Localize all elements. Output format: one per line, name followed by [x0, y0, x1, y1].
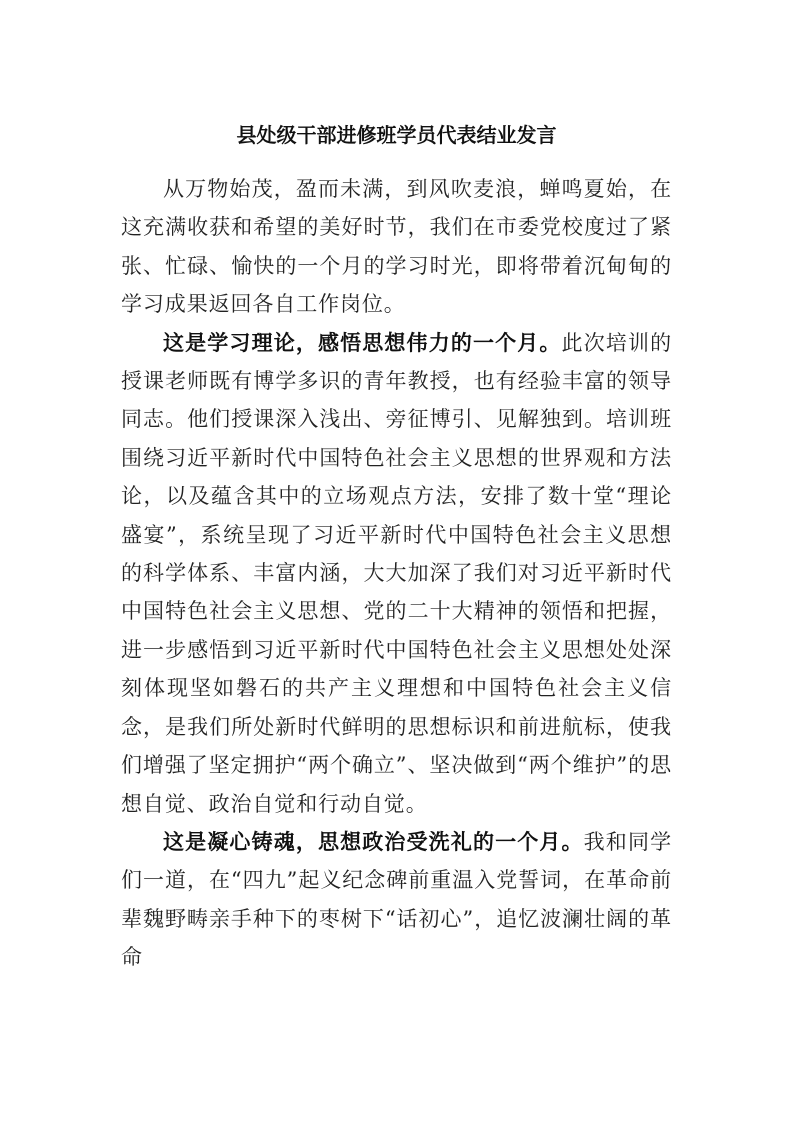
paragraph-soul-lead: 这是凝心铸魂，思想政治受洗礼的一个月。 [163, 828, 584, 854]
paragraph-theory [121, 324, 672, 823]
paragraph-intro [121, 170, 672, 324]
paragraph-soul [121, 823, 672, 977]
paragraph-soul-text: 我和同学们一道，在“四九”起义纪念碑前重温入党誓词，在革命前辈魏野畴亲手种下的枣树下“话初心”，追忆波澜壮阔的革命 [121, 829, 672, 970]
paragraph-theory-lead: 这是学习理论，感悟思想伟力的一个月。 [163, 329, 562, 355]
document-body [121, 170, 672, 977]
paragraph-intro-text: 从万物始茂，盈而未满，到风吹麦浪，蝉鸣夏始，在这充满收获和希望的美好时节，我们在市委党校度过了紧张、忙碌、愉快的一个月的学习时光，即将带着沉甸甸的学习成果返回各自工作岗位。 [121, 177, 672, 317]
document-title: 县处级干部进修班学员代表结业发言 [236, 123, 557, 147]
paragraph-theory-text: 此次培训的授课老师既有博学多识的青年教授，也有经验丰富的领导同志。他们授课深入浅出、旁征博引、见解独到。培训班围绕习近平新时代中国特色社会主义思想的世界观和方法论，以及蕴含其中的立场观点方法，安排了数十堂“理论盛宴”，系统呈现了习近平新时代中国特色社会主义思想的科学体系、丰富内涵，大大加深了我们对习近平新时代中国特色社会主义思想、党的二十大精神的领悟和把握，进一步感悟到习近平新时代中国特色社会主义思想处处深刻体现坚如磐石的共产主义理想和中国特色社会主义信念，是我们所处新时代鲜明的思想标识和前进航标，使我们增强了坚定拥护“两个确立”、坚决做到“两个维护”的思想自觉、政治自觉和行动自觉。 [121, 330, 673, 816]
